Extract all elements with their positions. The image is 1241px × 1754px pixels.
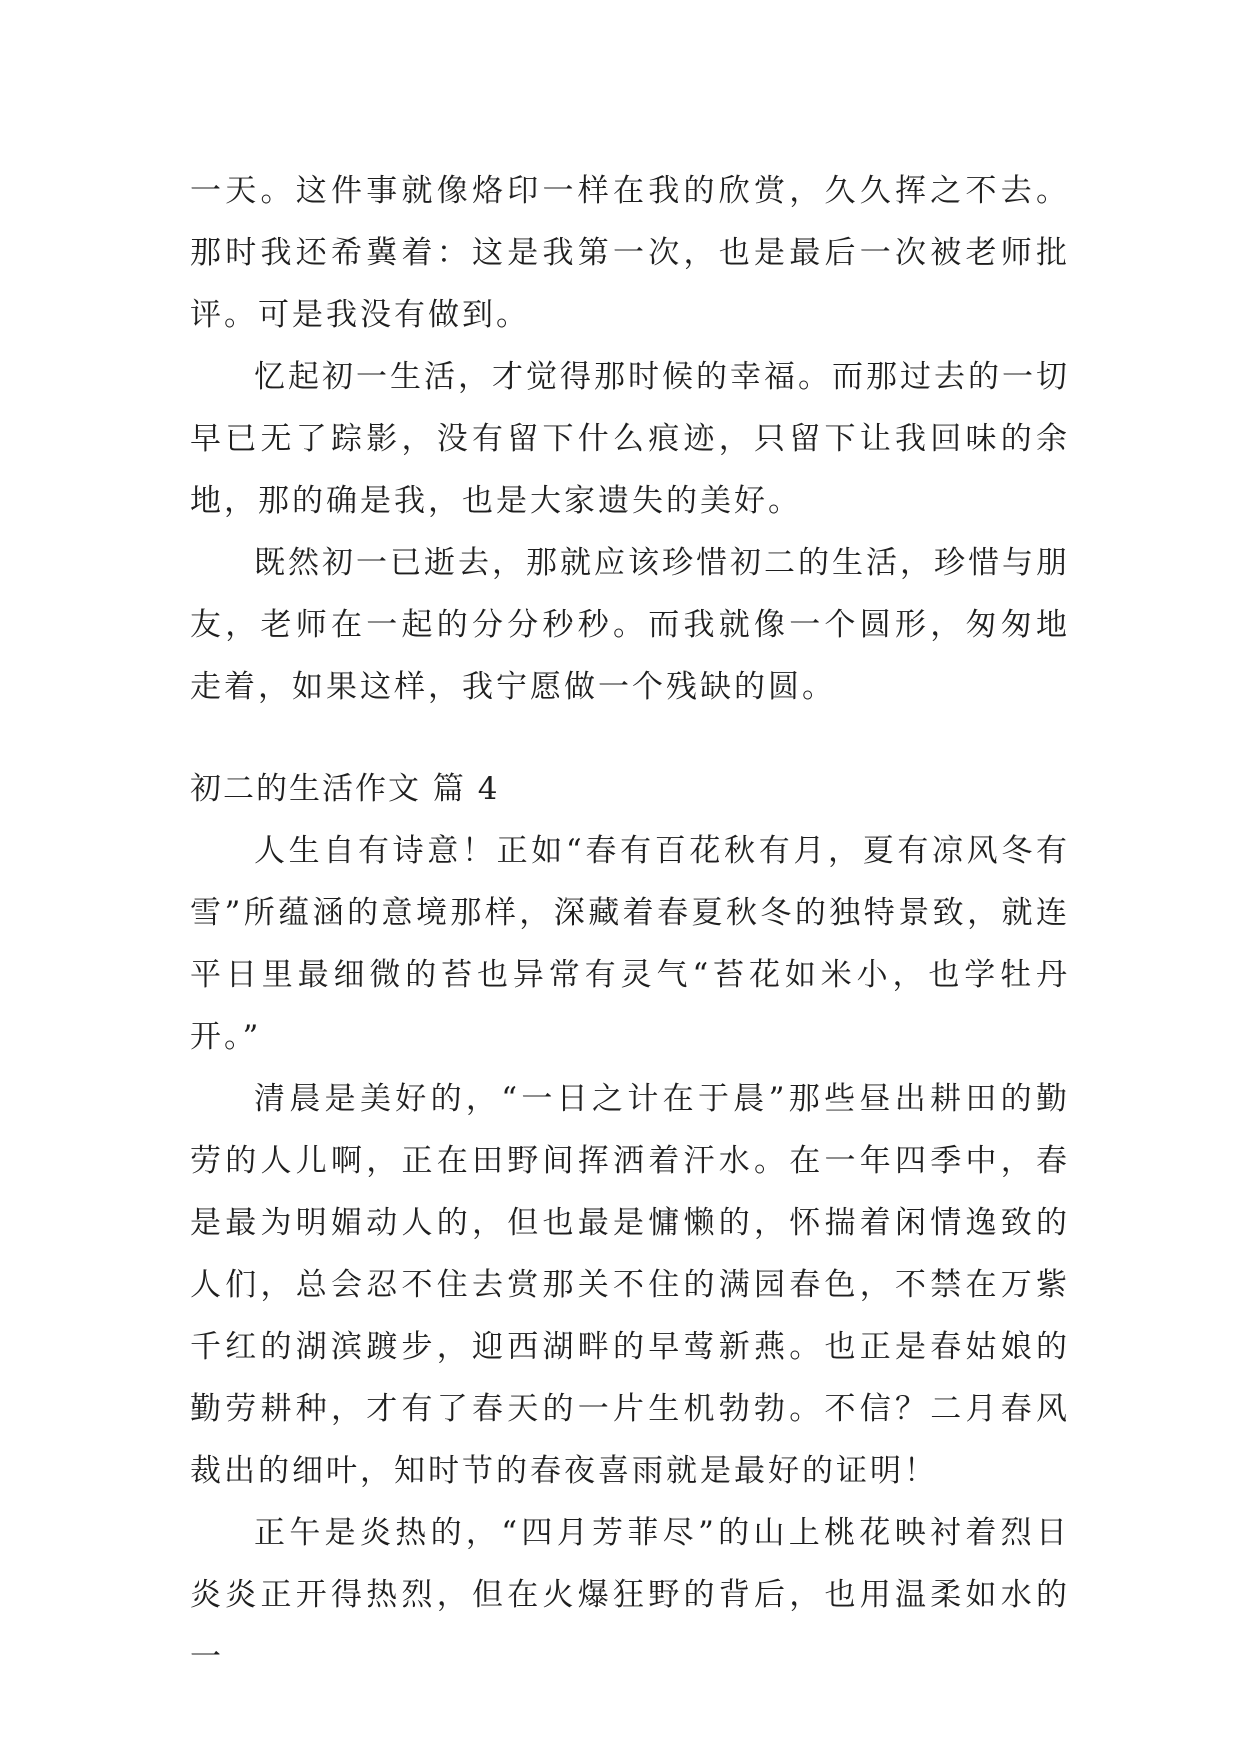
- paragraph-4: 人生自有诗意！正如“春有百花秋有月，夏有凉风冬有雪”所蕴涵的意境那样，深藏着春夏秋冬的独特景致，就连平日里最细微的苔也异常有灵气“苔花如米小，也学牡丹开。”: [190, 833, 1070, 1055]
- section-heading: 初二的生活作文 篇 4: [190, 771, 500, 807]
- paragraph-1: 一天。这件事就像烙印一样在我的欣赏，久久挥之不去。那时我还希冀着：这是我第一次，也是最后一次被老师批评。可是我没有做到。: [190, 173, 1070, 333]
- paragraph-5: 清晨是美好的，“一日之计在于晨”那些昼出耕田的勤劳的人儿啊，正在田野间挥洒着汗水。在一年四季中，春是最为明媚动人的，但也最是慵懒的，怀揣着闲情逸致的人们，总会忍不住去赏那关不住的满园春色，不禁在万紫千红的湖滨踱步，迎西湖畔的早莺新燕。也正是春姑娘的勤劳耕种，才有了春天的一片生机勃勃。不信？二月春风裁出的细叶，知时节的春夜喜雨就是最好的证明！: [190, 1081, 1070, 1489]
- paragraph-2: 忆起初一生活，才觉得那时候的幸福。而那过去的一切早已无了踪影，没有留下什么痕迹，只留下让我回味的余地，那的确是我，也是大家遗失的美好。: [190, 359, 1070, 519]
- document-body: [190, 160, 1070, 1688]
- paragraph-6: 正午是炎热的，“四月芳菲尽”的山上桃花映衬着烈日炎炎正开得热烈，但在火爆狂野的背后，也用温柔如水的一: [190, 1515, 1070, 1675]
- paragraph-3: 既然初一已逝去，那就应该珍惜初二的生活，珍惜与朋友，老师在一起的分分秒秒。而我就像一个圆形，匆匆地走着，如果这样，我宁愿做一个残缺的圆。: [190, 545, 1070, 705]
